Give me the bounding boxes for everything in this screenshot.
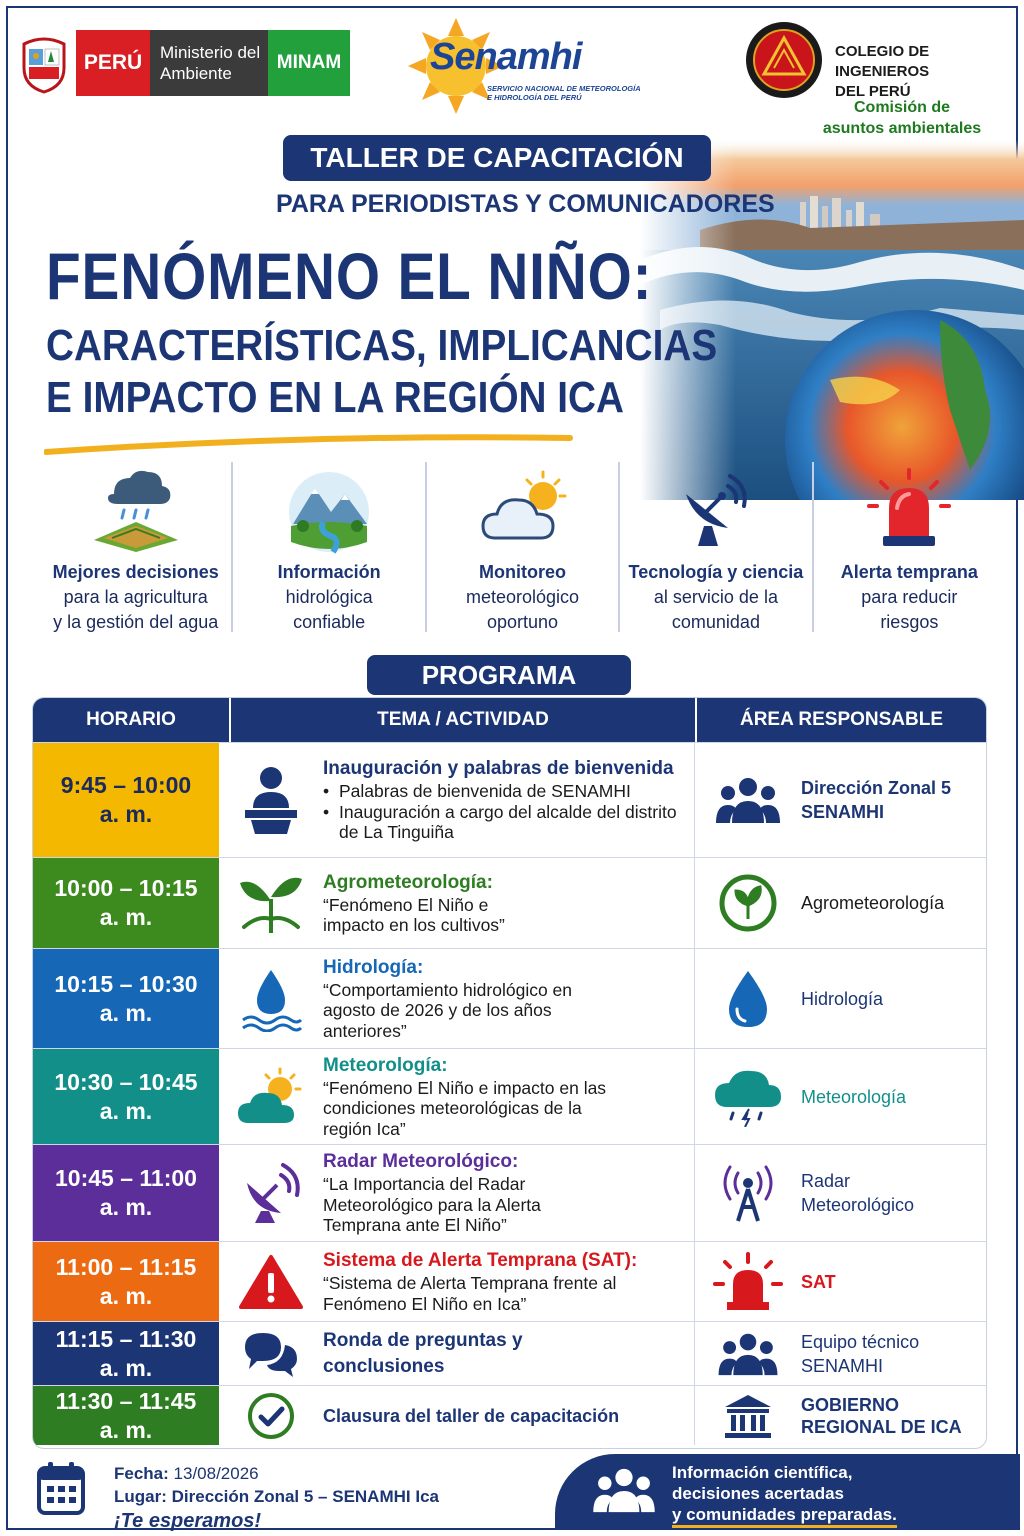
area-label: SAT bbox=[801, 1271, 836, 1292]
feature-technology: Tecnología y ciencia al servicio de la comunidad bbox=[618, 462, 811, 632]
water-drop-waves-icon bbox=[239, 966, 303, 1032]
time-cell: 9:45 – 10:00 a. m. bbox=[33, 743, 219, 857]
table-row bbox=[33, 1241, 986, 1321]
topic-title: Hidrología: bbox=[323, 956, 424, 978]
table-row bbox=[33, 742, 986, 857]
senamhi-subtitle: SERVICIO NACIONAL DE METEOROLOGÍA E HIDROLOGÍA DEL PERÚ bbox=[487, 84, 641, 102]
satellite-dish-icon bbox=[666, 464, 766, 554]
time-cell: 11:15 – 11:30 a. m. bbox=[33, 1322, 219, 1385]
topic-cell bbox=[219, 1049, 695, 1144]
radar-tower-icon bbox=[716, 1161, 780, 1225]
topic-description: “Sistema de Alerta Temprana frente al Fenómeno El Niño en Ica” bbox=[323, 1273, 617, 1314]
table-row bbox=[33, 1048, 986, 1144]
community-icon bbox=[591, 1466, 657, 1514]
sun-cloud-icon bbox=[236, 1067, 306, 1127]
topic-cell bbox=[219, 858, 695, 948]
leaf-circle-icon bbox=[718, 873, 778, 933]
topic-description: “Comportamiento hidrológico en agosto de 2026 y de los años anteriores” bbox=[323, 979, 573, 1041]
area-label: GOBIERNO REGIONAL DE ICA bbox=[801, 1394, 962, 1437]
title-line-3: E IMPACTO EN LA REGIÓN ICA bbox=[46, 373, 624, 422]
topic-bullets bbox=[323, 781, 694, 843]
event-details bbox=[114, 1462, 439, 1533]
topic-title: Agrometeorología: bbox=[323, 871, 493, 893]
rain-field-icon bbox=[86, 464, 186, 554]
ministerio-label: Ministerio del Ambiente bbox=[150, 30, 268, 96]
topic-bullet: • Inauguración a cargo del alcalde del distrito de La Tinguiña bbox=[323, 802, 694, 843]
topic-bullet: • Palabras de bienvenida de SENAMHI bbox=[323, 781, 694, 802]
title-underline bbox=[44, 430, 574, 456]
audience-subtitle: PARA PERIODISTAS Y COMUNICADORES bbox=[276, 190, 775, 218]
table-row bbox=[33, 948, 986, 1048]
speaker-podium-icon bbox=[239, 764, 303, 836]
header-area: ÁREA RESPONSABLE bbox=[695, 698, 986, 742]
area-label: Agrometeorología bbox=[801, 893, 945, 913]
header-tema: TEMA / ACTIVIDAD bbox=[229, 698, 695, 742]
area-cell bbox=[695, 1242, 986, 1321]
river-mountains-icon bbox=[279, 464, 379, 554]
peru-shield-icon bbox=[18, 32, 70, 94]
title-line-2: CARACTERÍSTICAS, IMPLICANCIAS bbox=[46, 321, 718, 370]
header-horario: HORARIO bbox=[86, 709, 176, 730]
area-cell bbox=[695, 949, 986, 1048]
area-label: Dirección Zonal 5 SENAMHI bbox=[801, 778, 952, 822]
features-row bbox=[40, 462, 1005, 632]
time-cell: 10:45 – 11:00 a. m. bbox=[33, 1145, 219, 1241]
title-lines bbox=[46, 320, 717, 424]
topic-title: Radar Meteorológico: bbox=[323, 1151, 519, 1173]
area-cell bbox=[695, 1145, 986, 1241]
team-icon bbox=[718, 1331, 778, 1377]
area-label: Equipo técnico SENAMHI bbox=[801, 1331, 920, 1376]
group-icon bbox=[716, 775, 780, 825]
table-row bbox=[33, 1144, 986, 1241]
radar-dish-icon bbox=[239, 1161, 303, 1225]
workshop-badge: TALLER DE CAPACITACIÓN bbox=[283, 135, 711, 181]
topic-description: “Fenómeno El Niño e impacto en las condiciones meteorológicas de la región Ica” bbox=[323, 1077, 607, 1139]
topic-cell bbox=[219, 1145, 695, 1241]
feature-agriculture: Mejores decisiones para la agricultura y la gestión del agua bbox=[40, 462, 231, 632]
time-cell: 10:30 – 10:45 a. m. bbox=[33, 1049, 219, 1144]
event-date: Fecha: 13/08/2026 bbox=[114, 1464, 259, 1483]
feature-hydrology: Información hidrológica confiable bbox=[231, 462, 424, 632]
area-label: Radar Meteorológico bbox=[801, 1171, 915, 1215]
topic-cell bbox=[219, 1322, 695, 1385]
siren-icon bbox=[713, 1252, 783, 1312]
feature-monitoring: Monitoreo meteorológico oportuno bbox=[425, 462, 618, 632]
topic-title: Inauguración y palabras de bienvenida bbox=[323, 758, 674, 780]
cloud-sun-icon bbox=[473, 464, 573, 554]
warning-triangle-icon bbox=[239, 1253, 303, 1311]
area-cell bbox=[695, 858, 986, 948]
feature-early-warning: Alerta temprana para reducir riesgos bbox=[812, 462, 1005, 632]
senamhi-wordmark: Senamhi bbox=[430, 36, 582, 78]
water-drop-icon bbox=[723, 969, 773, 1029]
table-row bbox=[33, 1321, 986, 1385]
peru-minam-logo bbox=[18, 30, 350, 96]
topic-cell bbox=[219, 1386, 695, 1445]
time-cell: 11:00 – 11:15 a. m. bbox=[33, 1242, 219, 1321]
government-building-icon bbox=[723, 1393, 773, 1439]
calendar-icon bbox=[36, 1460, 86, 1516]
cip-name: COLEGIO DE INGENIEROS DEL PERÚ bbox=[835, 43, 930, 100]
topic-description: “Fenómeno El Niño e impacto en los cultivos” bbox=[323, 894, 505, 935]
table-header bbox=[33, 698, 986, 742]
topic-description: “La Importancia del Radar Meteorológico para la Alerta Temprana ante El Niño” bbox=[323, 1174, 541, 1236]
alarm-light-icon bbox=[859, 464, 959, 554]
topic-title: Meteorología: bbox=[323, 1054, 448, 1076]
area-cell bbox=[695, 1386, 986, 1445]
cip-logo bbox=[744, 20, 824, 100]
program-table bbox=[32, 697, 987, 1449]
banner-text: Información científica, decisiones acertadas y comunidades preparadas. bbox=[672, 1462, 897, 1528]
topic-title: Clausura del taller de capacitación bbox=[323, 1405, 620, 1426]
sprout-icon bbox=[236, 871, 306, 935]
topic-title: Sistema de Alerta Temprana (SAT): bbox=[323, 1250, 638, 1271]
footer-banner bbox=[555, 1454, 1020, 1530]
table-row bbox=[33, 1385, 986, 1445]
program-badge: PROGRAMA bbox=[367, 655, 631, 695]
check-circle-icon bbox=[246, 1391, 296, 1441]
closing-message: ¡Te esperamos! bbox=[114, 1510, 262, 1532]
cip-commission: Comisión de asuntos ambientales bbox=[822, 99, 982, 137]
chat-bubbles-icon bbox=[241, 1329, 301, 1379]
topic-cell bbox=[219, 1242, 695, 1321]
area-cell bbox=[695, 743, 986, 857]
time-cell: 10:15 – 10:30 a. m. bbox=[33, 949, 219, 1048]
topic-title: Ronda de preguntas y conclusiones bbox=[323, 1329, 523, 1377]
event-place: Lugar: Dirección Zonal 5 – SENAMHI Ica bbox=[114, 1487, 439, 1506]
time-cell: 10:00 – 10:15 a. m. bbox=[33, 858, 219, 948]
storm-cloud-icon bbox=[713, 1067, 783, 1127]
main-title: FENÓMENO EL NIÑO: bbox=[46, 239, 653, 313]
topic-cell bbox=[219, 949, 695, 1048]
area-label: Hidrología bbox=[801, 988, 884, 1009]
table-row bbox=[33, 857, 986, 948]
time-cell: 11:30 – 11:45 a. m. bbox=[33, 1386, 219, 1445]
area-cell bbox=[695, 1049, 986, 1144]
topic-cell bbox=[219, 743, 695, 857]
peru-label: PERÚ bbox=[76, 30, 150, 96]
area-cell bbox=[695, 1322, 986, 1385]
area-label: Meteorología bbox=[801, 1086, 907, 1107]
minam-label: MINAM bbox=[268, 30, 350, 96]
